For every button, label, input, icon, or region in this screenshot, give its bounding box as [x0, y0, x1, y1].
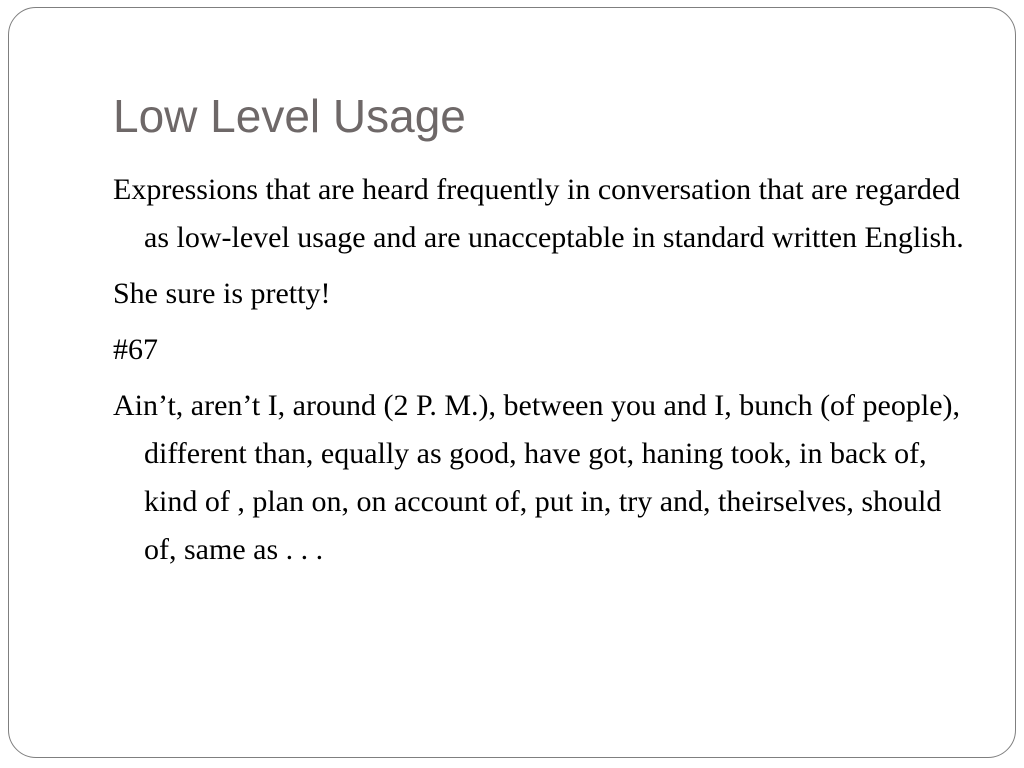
usage-list: Ain’t, aren’t I, around (2 P. M.), between you and I, bunch (of people), different than, equally as good, have got, haning took, in back of, kind of , plan on, on account of, put in, try and, theirselves, should of, same as . . . [113, 389, 961, 566]
slide-title: Low Level Usage [113, 90, 466, 142]
definition-paragraph: Expressions that are heard frequently in conversation that are regarded as low-level usage and are unacceptable in standard written English. [113, 173, 964, 254]
slide-body [113, 166, 973, 582]
reference-number: #67 [113, 333, 158, 366]
example-sentence: She sure is pretty! [113, 277, 331, 310]
